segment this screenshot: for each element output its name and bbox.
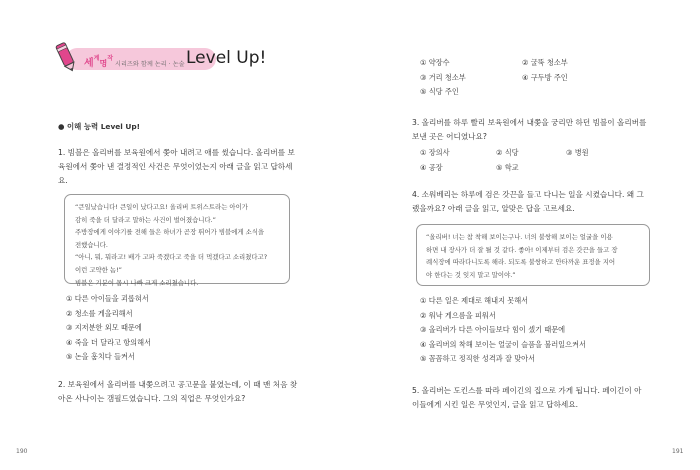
- passage-line: 주방장에게 이야기를 전해 들은 하녀가 곧장 뛰어가 빔블에게 소식을: [75, 228, 265, 237]
- passage-line: 야 한다는 것 잊지 말고 말이야.”: [426, 270, 516, 279]
- answer-option[interactable]: ① 다른 일은 제대로 해내지 못해서: [420, 296, 529, 305]
- question-5: 5. 올리버는 도킨스를 따라 페이긴의 집으로 가게 됩니다. 페이긴이 아이들에게 시킨 일은 무엇인지, 글을 읽고 답하세요.: [412, 386, 642, 409]
- passage-line: “올리버! 너는 참 착해 보이는구나. 너의 불쌍해 보이는 얼굴을 이용: [426, 233, 613, 241]
- series-title: 세$^계$명$^작$ 시리즈와 함께 논리 · 논술: [84, 55, 185, 69]
- passage-line: 례식장에 따라다니도록 해라. 되도록 불쌍하고 안타까운 표정을 지어: [426, 258, 616, 267]
- passage-box-1: [64, 194, 290, 287]
- page-number-left: 190: [16, 448, 28, 455]
- q3-options: [420, 146, 660, 175]
- answer-option[interactable]: ② 워낙 게으름을 피워서: [420, 310, 496, 320]
- passage-line: “아니, 뭐, 뭐라고! 배가 고파 죽겠다고 죽을 더 먹겠다고 소리쳤다고?: [75, 253, 268, 262]
- answer-option[interactable]: ① 다른 아이들을 괴롭혀서: [66, 294, 149, 303]
- level-up-title: Level Up!: [186, 48, 267, 68]
- answer-option[interactable]: ② 식당: [496, 148, 519, 157]
- answer-option[interactable]: ④ 올리버의 착해 보이는 얼굴이 슬픔을 불러일으켜서: [420, 339, 586, 349]
- q2-options: [420, 56, 660, 100]
- passage-box-2: [416, 224, 650, 286]
- question-4: 4. 소워베리는 하루에 검은 갓끈을 들고 다니는 일을 시켰습니다. 왜 그랬을까요? 아래 글을 읽고, 알맞은 답을 고르세요.: [412, 190, 644, 213]
- answer-option[interactable]: ① 장의사: [420, 148, 450, 157]
- pencil-icon: [52, 40, 80, 74]
- answer-option[interactable]: ④ 공장: [420, 162, 443, 172]
- answer-option[interactable]: ④ 죽을 더 달라고 항의해서: [66, 337, 152, 347]
- answer-option[interactable]: ① 약장수: [420, 58, 450, 67]
- answer-option[interactable]: ⑤ 학교: [496, 162, 519, 172]
- passage-line: 감히 죽을 더 달라고 말하는 사건이 벌어졌습니다.”: [75, 215, 216, 224]
- question-3: 3. 올리버를 하루 빨리 보육원에서 내쫓을 궁리만 하던 빔블이 올리버를 보낸 곳은 어디였나요?: [412, 118, 647, 141]
- answer-option[interactable]: ④ 구두방 주인: [522, 72, 568, 82]
- q1-options: [66, 292, 151, 365]
- answer-option[interactable]: ③ 거리 청소부: [420, 72, 466, 82]
- answer-option[interactable]: ② 굴뚝 청소부: [522, 58, 568, 67]
- answer-option[interactable]: ③ 병원: [566, 148, 589, 157]
- passage-line: 이런 고약한 놈!”: [75, 265, 122, 274]
- passage-line: 빔블은 기분이 몹시 나빠 크게 소리쳤습니다.: [75, 278, 199, 287]
- passage-line: 하면 내 장사가 더 잘 될 것 같다. 좋아! 이제부터 검은 갓끈을 들고 장: [426, 245, 618, 254]
- section-title: ● 이해 능력 Level Up!: [58, 122, 141, 131]
- answer-option[interactable]: ⑤ 논을 훔치다 들켜서: [66, 352, 135, 361]
- answer-option[interactable]: ③ 지저분한 외모 때문에: [66, 323, 142, 332]
- question-1: 1. 빔블은 올리버를 보육원에서 쫓아 내려고 애를 썼습니다. 올리버를 보육원에서 쫓아 낸 결정적인 사건은 무엇이었는지 아래 글을 읽고 답하세요.: [58, 148, 295, 185]
- passage-line: 전했습니다.: [75, 240, 108, 249]
- answer-option[interactable]: ③ 올리버가 다른 아이들보다 힘이 셌기 때문에: [420, 325, 566, 334]
- page-number-right: 191: [672, 448, 684, 455]
- answer-option[interactable]: ② 청소를 게을리해서: [66, 308, 133, 318]
- answer-option[interactable]: ⑤ 식당 주인: [420, 87, 459, 96]
- question-2: 2. 보육원에서 올리버를 내쫓으려고 공고문을 붙였는데, 이 때 맨 처음 찾아온 사나이는 갬필드였습니다. 그의 직업은 무엇인가요?: [58, 380, 298, 403]
- q4-options: [420, 294, 586, 367]
- answer-option[interactable]: ⑤ 꼼꼼하고 정직한 성격과 잘 맞아서: [420, 354, 536, 363]
- passage-line: “큰일났습니다! 큰일이 났다고요! 올리버 트위스트라는 아이가: [75, 203, 248, 211]
